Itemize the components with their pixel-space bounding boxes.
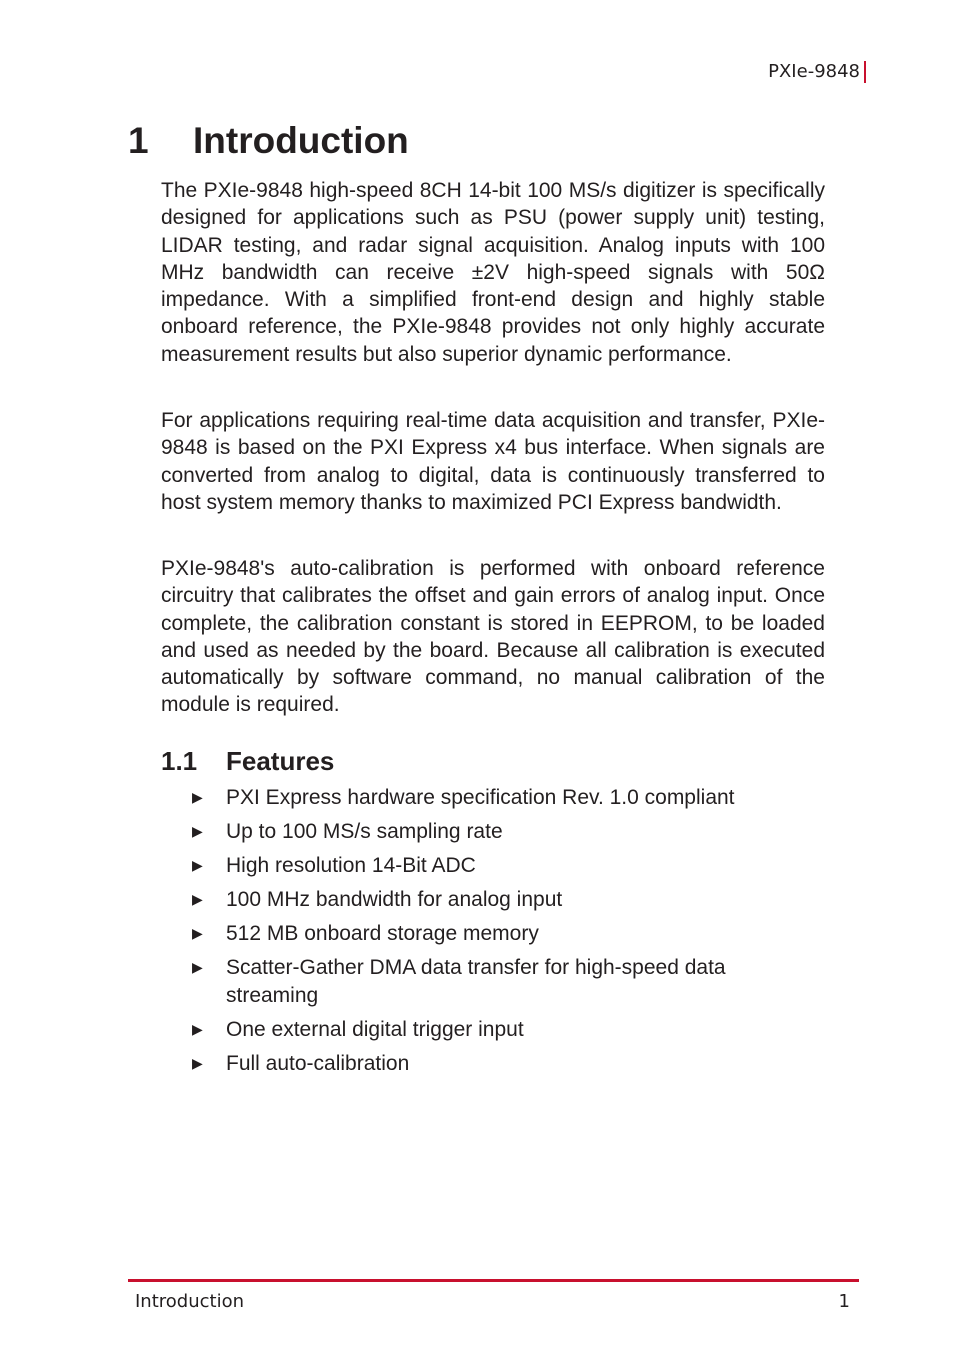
list-item [192, 1050, 812, 1078]
list-item [192, 1016, 812, 1044]
feature-text: High resolution 14-Bit ADC [226, 854, 476, 877]
list-item [192, 818, 812, 846]
list-item [192, 920, 812, 948]
list-item [192, 886, 812, 914]
header-product-name: PXIe-9848 [768, 61, 860, 82]
bullet-triangle-icon: ▶ [192, 857, 203, 873]
intro-paragraph-3: PXIe-9848's auto-calibration is performed with onboard reference circuitry that calibrates the offset and gain errors of analog input. Once complete, the calibration constant is stored in EEPROM, to be loaded and used as needed by the board. Because all calibration is executed automatically by software command, no manual calibration of the module is required. [161, 557, 825, 717]
footer-divider [128, 1279, 859, 1282]
feature-text: Scatter-Gather DMA data transfer for high-speed data streaming [226, 956, 726, 1007]
feature-text: 100 MHz bandwidth for analog input [226, 888, 563, 911]
feature-text: Full auto-calibration [226, 1051, 410, 1075]
footer-section-label: Introduction [135, 1291, 245, 1312]
chapter-number: 1 [128, 120, 149, 161]
page-number: 1 [838, 1291, 850, 1312]
feature-text: Up to 100 MS/s sampling rate [226, 820, 503, 843]
feature-text: PXI Express hardware specification Rev. 1.0 compliant [226, 786, 735, 809]
features-list [192, 784, 812, 1084]
bullet-triangle-icon: ▶ [192, 959, 203, 975]
header-accent-bar [864, 61, 866, 83]
section-title [161, 744, 334, 778]
feature-text: 512 MB onboard storage memory [226, 922, 539, 945]
chapter-title-text: Introduction [193, 120, 409, 161]
feature-text: One external digital trigger input [226, 1017, 524, 1041]
bullet-triangle-icon: ▶ [192, 891, 203, 907]
chapter-title [128, 118, 409, 164]
bullet-triangle-icon: ▶ [192, 1020, 203, 1037]
intro-paragraph-1: The PXIe-9848 high-speed 8CH 14-bit 100 MS/s digitizer is specifically designed for applications such as PSU (power supply unit) testing, LIDAR testing, and radar signal acquisition. Analog inputs with 100 MHz bandwidth can receive ±2V high-speed signals with 50Ω impedance. With a simplified front-end design and highly stable onboard reference, the PXIe-9848 provides not only highly accurate measurement results but also superior dynamic performance. [161, 179, 825, 366]
bullet-triangle-icon: ▶ [192, 789, 203, 805]
list-item [192, 852, 812, 880]
list-item [192, 954, 812, 1009]
list-item [192, 784, 812, 812]
bullet-triangle-icon: ▶ [192, 1054, 203, 1071]
section-number: 1.1 [161, 746, 198, 776]
intro-paragraph-2: For applications requiring real-time data acquisition and transfer, PXIe-9848 is based on the PXI Express x4 bus interface. When signals are converted from analog to digital, data is continuously transferred to host system memory thanks to maximized PCI Express bandwidth. [161, 409, 825, 514]
running-header [768, 60, 866, 84]
bullet-triangle-icon: ▶ [192, 823, 203, 839]
bullet-triangle-icon: ▶ [192, 925, 203, 941]
section-title-text: Features [226, 746, 335, 776]
